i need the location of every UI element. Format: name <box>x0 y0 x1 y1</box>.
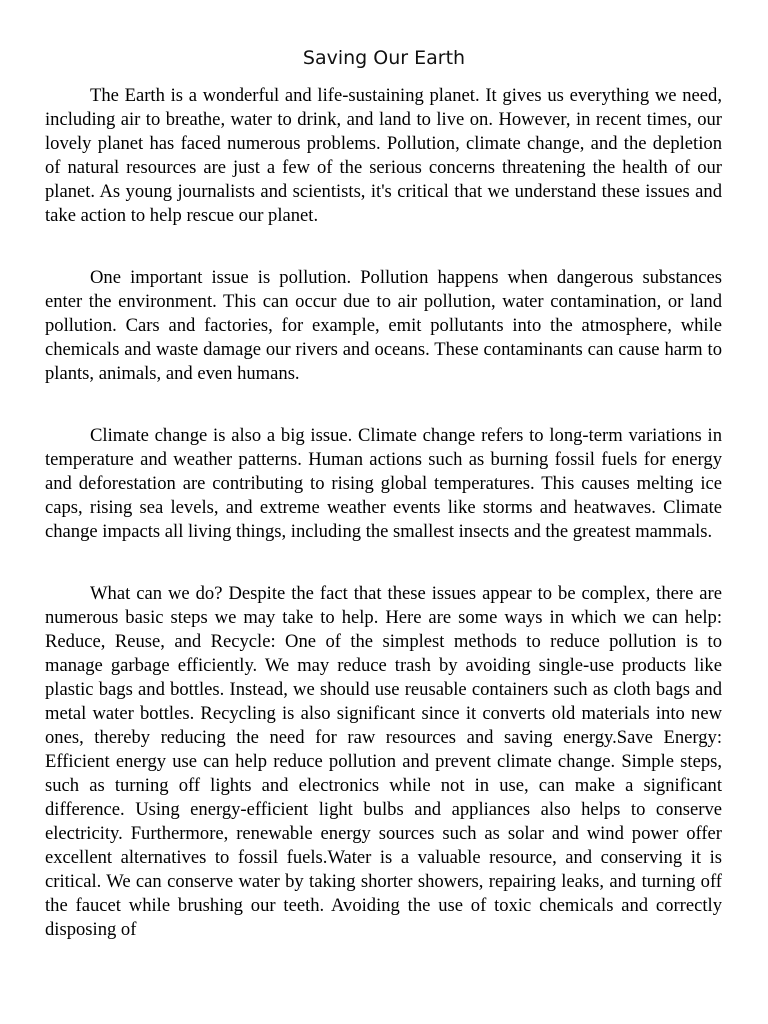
paragraph-intro: The Earth is a wonderful and life-sustaining planet. It gives us everything we need, including air to breathe, water to drink, and land to live on. However, in recent times, our lovely planet has faced numerous problems. Pollution, climate change, and the depletion of natural resources are just a few of the serious concerns threatening the health of our planet. As young journalists and scientists, it's critical that we understand these issues and take action to help rescue our planet. <box>45 85 722 226</box>
paragraph-climate-change: Climate change is also a big issue. Climate change refers to long-term variations in temperature and weather patterns. Human actions such as burning fossil fuels for energy and deforestation are contributing to rising global temperatures. This causes melting ice caps, rising sea levels, and extreme weather events like storms and heatwaves. Climate change impacts all living things, including the smallest insects and the greatest mammals. <box>45 425 722 542</box>
paragraph-pollution: One important issue is pollution. Pollution happens when dangerous substances enter the environment. This can occur due to air pollution, water contamination, or land pollution. Cars and factories, for example, emit pollutants into the atmosphere, while chemicals and waste damage our rivers and oceans. These contaminants can cause harm to plants, animals, and even humans. <box>45 267 722 384</box>
paragraph-what-can-we-do: What can we do? Despite the fact that these issues appear to be complex, there are numerous basic steps we may take to help. Here are some ways in which we can help: Reduce, Reuse, and Recycle: One of the simplest methods to reduce pollution is to manage garbage efficiently. We may reduce trash by avoiding single-use products like plastic bags and bottles. Instead, we should use reusable containers such as cloth bags and metal water bottles. Recycling is also significant since it converts old materials into new ones, thereby reducing the need for raw resources and saving energy.Save Energy: Efficient energy use can help reduce pollution and prevent climate change. Simple steps, such as turning off lights and electronics while not in use, can make a significant difference. Using energy-efficient light bulbs and appliances also helps to conserve electricity. Furthermore, renewable energy sources such as solar and wind power offer excellent alternatives to fossil fuels.Water is a valuable resource, and conserving it is critical. We can conserve water by taking shorter showers, repairing leaks, and turning off the faucet while brushing our teeth. Avoiding the use of toxic chemicals and correctly disposing of <box>45 583 722 940</box>
document-title: Saving Our Earth <box>302 47 466 69</box>
document-body <box>45 84 722 980</box>
